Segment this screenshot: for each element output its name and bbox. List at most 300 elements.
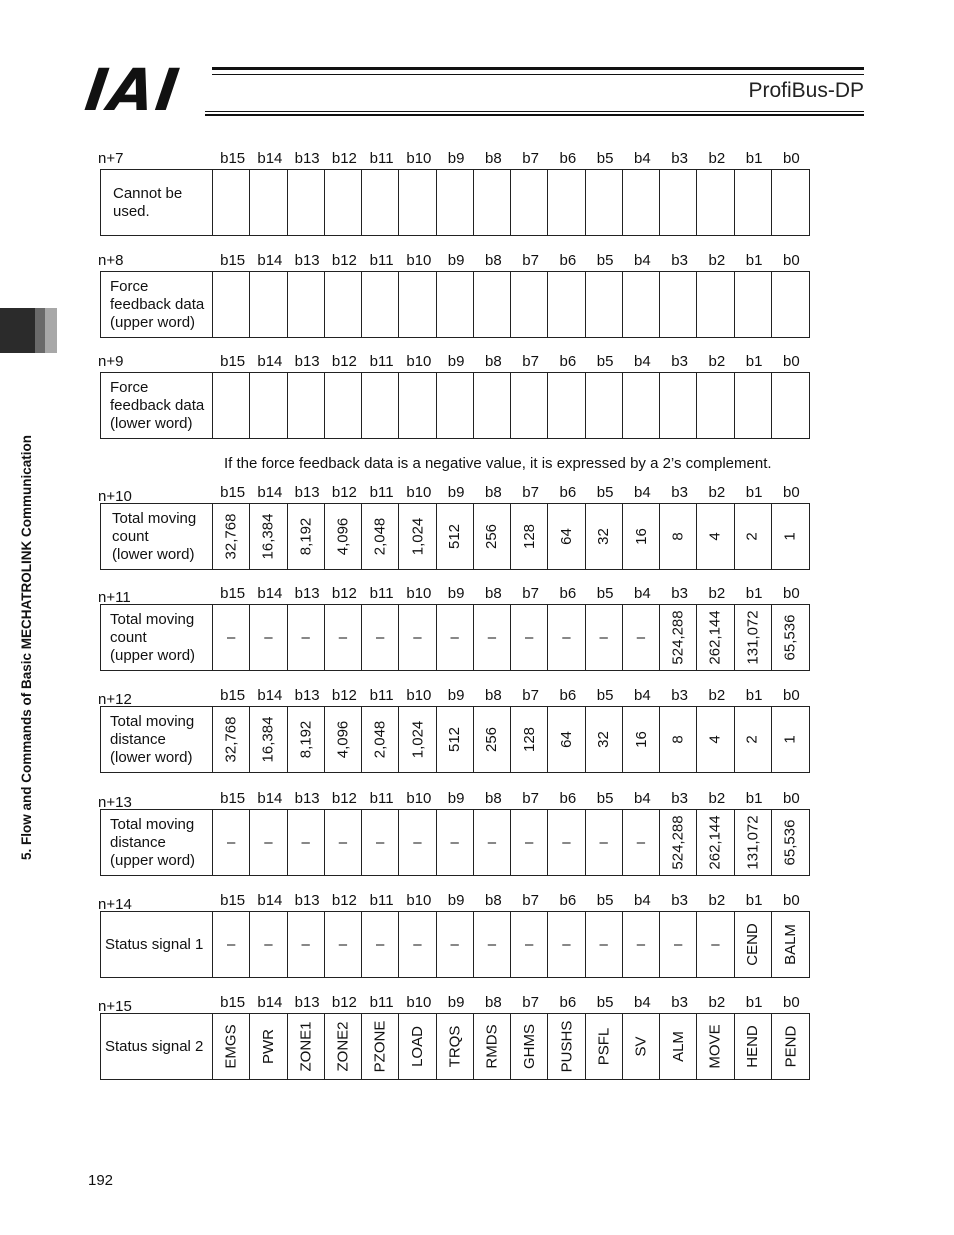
register-name: n+12 xyxy=(98,691,132,708)
bit-value: – xyxy=(338,834,348,851)
bit-label: b14 xyxy=(257,892,283,909)
bit-labels xyxy=(214,585,810,602)
bit-label: b1 xyxy=(745,353,763,370)
register-name: n+11 xyxy=(98,589,131,606)
bit-cell xyxy=(474,1014,511,1079)
bit-value: SV xyxy=(632,1036,650,1057)
bit-label: b5 xyxy=(596,994,614,1011)
bit-value: 128 xyxy=(520,726,538,753)
bit-label: b10 xyxy=(406,994,432,1011)
bit-label: b11 xyxy=(369,994,394,1011)
bit-cell xyxy=(288,1014,325,1079)
bit-label: b12 xyxy=(331,687,357,704)
bit-value: – xyxy=(562,834,571,851)
bit-cell xyxy=(511,912,548,977)
chapter-tab-marker xyxy=(45,308,57,353)
bit-label: b4 xyxy=(634,790,651,807)
bit-label: b15 xyxy=(220,585,246,602)
bit-value: – xyxy=(375,629,385,646)
bit-value: 1,024 xyxy=(408,517,426,556)
bit-label: b7 xyxy=(522,484,539,501)
bit-cell xyxy=(288,810,325,875)
bit-label: b10 xyxy=(406,150,432,167)
bit-value: – xyxy=(226,834,236,851)
register-header xyxy=(98,252,810,272)
bit-cell xyxy=(586,373,623,438)
bit-value: 16 xyxy=(632,731,650,748)
bit-value: 512 xyxy=(446,726,464,753)
register-name: n+9 xyxy=(98,353,124,370)
bit-cell xyxy=(586,912,623,977)
bit-value: 524,288 xyxy=(669,610,687,665)
bit-label: b4 xyxy=(634,892,651,909)
bit-cell xyxy=(548,272,585,337)
bit-cell xyxy=(213,912,250,977)
chapter-title: 5. Flow and Commands of Basic MECHATROLINK Communication xyxy=(19,434,34,860)
bit-label: b10 xyxy=(406,252,432,269)
bit-cell xyxy=(772,605,809,670)
register-block xyxy=(98,252,810,331)
bit-label: b6 xyxy=(559,353,577,370)
header-rule xyxy=(205,111,864,112)
bit-cell xyxy=(772,912,809,977)
bit-cell xyxy=(362,272,399,337)
bit-cell xyxy=(623,707,660,772)
header-rule xyxy=(212,67,864,70)
bit-cell xyxy=(325,707,362,772)
bit-label: b11 xyxy=(369,252,394,269)
bit-label: b11 xyxy=(369,687,394,704)
register-table xyxy=(100,169,810,236)
bit-label: b13 xyxy=(294,994,320,1011)
bit-cell xyxy=(250,504,287,569)
bit-label: b10 xyxy=(406,353,432,370)
bit-cell xyxy=(586,504,623,569)
register-name: n+10 xyxy=(98,488,132,505)
bit-cell xyxy=(399,504,436,569)
bit-cell xyxy=(437,912,474,977)
header-title: ProfiBus-DP xyxy=(748,79,864,102)
register-header xyxy=(98,585,810,605)
bit-value: – xyxy=(450,936,459,953)
register-name: n+15 xyxy=(98,998,132,1015)
register-table xyxy=(100,271,810,338)
bit-cell xyxy=(399,810,436,875)
register-description: Total moving count (upper word) xyxy=(101,605,213,670)
bit-cell xyxy=(213,170,250,235)
register-name: n+8 xyxy=(98,252,124,269)
bit-cell xyxy=(586,272,623,337)
bit-cell xyxy=(437,605,474,670)
bit-value: LOAD xyxy=(408,1026,426,1067)
register-block xyxy=(98,790,810,870)
bit-cell xyxy=(325,1014,362,1079)
bit-label: b13 xyxy=(294,585,320,602)
bit-label: b9 xyxy=(447,252,465,269)
bit-label: b7 xyxy=(522,252,539,269)
header-rule xyxy=(205,114,864,116)
register-description: Cannot be used. xyxy=(101,170,213,235)
bit-cell xyxy=(325,605,362,670)
bit-label: b1 xyxy=(745,150,763,167)
bit-cell xyxy=(288,373,325,438)
bit-label: b5 xyxy=(596,484,614,501)
bit-cell xyxy=(548,912,585,977)
bit-label: b3 xyxy=(671,353,688,370)
bit-cell xyxy=(660,810,697,875)
bit-cell xyxy=(437,170,474,235)
bit-cell xyxy=(288,504,325,569)
bit-label: b5 xyxy=(596,252,614,269)
bit-cell xyxy=(735,373,772,438)
bit-label: b10 xyxy=(406,892,432,909)
bit-label: b7 xyxy=(522,892,539,909)
bit-cell xyxy=(548,170,585,235)
chapter-tab-marker xyxy=(35,308,45,353)
bit-cell xyxy=(772,504,809,569)
register-name: n+7 xyxy=(98,150,124,167)
bit-value: 32 xyxy=(595,731,613,748)
bit-cell xyxy=(288,912,325,977)
bit-cell xyxy=(660,1014,697,1079)
bit-value: – xyxy=(301,936,310,953)
bit-label: b8 xyxy=(485,790,502,807)
bit-label: b6 xyxy=(559,585,577,602)
bit-label: b15 xyxy=(220,687,246,704)
bit-labels xyxy=(214,790,810,807)
bit-label: b14 xyxy=(257,150,283,167)
bit-label: b2 xyxy=(708,585,726,602)
bit-cell xyxy=(697,170,734,235)
bit-value: 2 xyxy=(744,532,762,541)
bit-labels xyxy=(214,687,810,704)
bit-label: b9 xyxy=(447,484,465,501)
bit-value: – xyxy=(301,629,310,646)
bit-cell xyxy=(399,272,436,337)
bit-cell xyxy=(288,605,325,670)
bit-cell xyxy=(697,707,734,772)
bit-cell xyxy=(548,605,585,670)
bit-cell xyxy=(586,707,623,772)
bit-label: b3 xyxy=(671,585,688,602)
bit-value: 1 xyxy=(781,735,799,744)
register-header xyxy=(98,892,810,912)
bit-value: 32,768 xyxy=(222,716,240,763)
register-block xyxy=(98,484,810,563)
bit-label: b8 xyxy=(485,585,502,602)
bit-value: 128 xyxy=(520,523,538,550)
bit-label: b4 xyxy=(634,994,651,1011)
bit-value: – xyxy=(301,834,310,851)
bit-label: b11 xyxy=(369,892,394,909)
bit-cell xyxy=(697,810,734,875)
bit-label: b4 xyxy=(634,252,651,269)
bit-cell xyxy=(288,170,325,235)
bit-cell xyxy=(772,1014,809,1079)
bit-value: – xyxy=(524,834,534,851)
bit-labels xyxy=(214,150,810,167)
register-description: Status signal 2 xyxy=(101,1014,213,1079)
bit-cell xyxy=(213,272,250,337)
bit-value: EMGS xyxy=(222,1024,240,1069)
bit-cell xyxy=(548,373,585,438)
bit-label: b10 xyxy=(406,687,432,704)
bit-label: b13 xyxy=(294,790,320,807)
bit-value: 524,288 xyxy=(669,815,687,870)
register-description: Total moving distance (lower word) xyxy=(101,707,213,772)
bit-label: b4 xyxy=(634,353,651,370)
register-header xyxy=(98,353,810,373)
bit-label: b7 xyxy=(522,790,539,807)
register-header xyxy=(98,790,810,810)
bit-cell xyxy=(250,1014,287,1079)
bit-label: b8 xyxy=(485,484,502,501)
bit-cell xyxy=(735,912,772,977)
bit-cell xyxy=(735,504,772,569)
bit-label: b0 xyxy=(783,994,800,1011)
bit-label: b13 xyxy=(294,892,320,909)
bit-cell xyxy=(250,810,287,875)
bit-value: GHMS xyxy=(520,1024,538,1069)
bit-cell xyxy=(548,1014,585,1079)
bit-label: b13 xyxy=(294,252,320,269)
chapter-tab-marker xyxy=(0,308,35,353)
bit-value: – xyxy=(450,834,459,851)
bit-cell xyxy=(772,272,809,337)
register-description: Status signal 1 xyxy=(101,912,213,977)
bit-cell xyxy=(548,810,585,875)
bit-label: b2 xyxy=(708,252,726,269)
register-block xyxy=(98,687,810,766)
bit-label: b13 xyxy=(294,150,320,167)
bit-value: MOVE xyxy=(706,1024,724,1069)
bit-label: b15 xyxy=(220,353,246,370)
bit-label: b6 xyxy=(559,994,577,1011)
page-number: 192 xyxy=(88,1172,114,1189)
bit-cell xyxy=(437,373,474,438)
bit-cell xyxy=(437,810,474,875)
bit-label: b12 xyxy=(331,353,357,370)
bit-label: b3 xyxy=(671,994,688,1011)
bit-value: 262,144 xyxy=(706,815,724,870)
bit-value: 64 xyxy=(557,731,575,748)
bit-value: – xyxy=(673,936,683,953)
bit-cell xyxy=(660,504,697,569)
bit-cell xyxy=(772,707,809,772)
bit-label: b2 xyxy=(708,484,726,501)
bit-label: b12 xyxy=(331,994,357,1011)
bit-cell xyxy=(288,272,325,337)
register-table xyxy=(100,372,810,439)
bit-value: – xyxy=(562,629,571,646)
bit-cell xyxy=(772,170,809,235)
bit-value: ZONE2 xyxy=(334,1021,352,1072)
bit-label: b8 xyxy=(485,994,502,1011)
bit-value: – xyxy=(264,936,273,953)
bit-label: b11 xyxy=(369,484,394,501)
bit-value: 2 xyxy=(744,735,762,744)
register-header xyxy=(98,484,810,504)
bit-labels xyxy=(214,484,810,501)
bit-label: b9 xyxy=(447,150,465,167)
bit-value: 32,768 xyxy=(222,513,240,560)
register-table xyxy=(100,706,810,773)
bit-cell xyxy=(399,912,436,977)
bit-cell xyxy=(474,170,511,235)
bit-label: b0 xyxy=(783,687,800,704)
bit-cell xyxy=(437,272,474,337)
bit-label: b8 xyxy=(485,252,502,269)
bit-value: – xyxy=(524,629,534,646)
bit-value: – xyxy=(487,834,497,851)
bit-cell xyxy=(697,1014,734,1079)
bit-label: b7 xyxy=(522,687,539,704)
register-description: Force feedback data (upper word) xyxy=(101,272,213,337)
bit-cell xyxy=(213,1014,250,1079)
bit-value: – xyxy=(264,834,273,851)
bit-value: 8 xyxy=(669,735,687,744)
bit-value: RMDS xyxy=(483,1024,501,1069)
register-table xyxy=(100,911,810,978)
bit-label: b7 xyxy=(522,585,539,602)
bit-label: b9 xyxy=(447,790,465,807)
bit-label: b6 xyxy=(559,892,577,909)
bit-cell xyxy=(362,912,399,977)
bit-value: TRQS xyxy=(446,1025,464,1068)
bit-label: b8 xyxy=(485,353,502,370)
negative-value-note: If the force feedback data is a negative value, it is expressed by a 2’s complement. xyxy=(224,455,772,472)
bit-label: b14 xyxy=(257,790,283,807)
bit-value: – xyxy=(599,834,608,851)
bit-value: 4 xyxy=(706,735,724,744)
bit-label: b14 xyxy=(257,484,283,501)
bit-cell xyxy=(362,170,399,235)
bit-value: – xyxy=(375,834,385,851)
bit-label: b5 xyxy=(596,687,614,704)
bit-cell xyxy=(623,605,660,670)
bit-label: b9 xyxy=(447,687,465,704)
bit-cell xyxy=(362,707,399,772)
bit-label: b8 xyxy=(485,892,502,909)
bit-label: b2 xyxy=(708,150,726,167)
bit-value: – xyxy=(338,629,348,646)
register-block xyxy=(98,585,810,665)
bit-value: 4 xyxy=(706,532,724,541)
bit-value: – xyxy=(375,936,385,953)
header-rule xyxy=(212,74,864,75)
bit-value: 256 xyxy=(483,726,501,753)
bit-value: – xyxy=(524,936,534,953)
bit-value: – xyxy=(599,629,608,646)
bit-label: b15 xyxy=(220,790,246,807)
bit-cell xyxy=(623,373,660,438)
bit-label: b9 xyxy=(447,353,465,370)
bit-cell xyxy=(250,170,287,235)
bit-label: b10 xyxy=(406,790,432,807)
bit-cell xyxy=(474,605,511,670)
bit-label: b4 xyxy=(634,687,651,704)
bit-labels xyxy=(214,353,810,370)
register-name: n+13 xyxy=(98,794,132,811)
bit-cell xyxy=(511,373,548,438)
bit-value: 131,072 xyxy=(744,610,762,665)
bit-label: b13 xyxy=(294,353,320,370)
bit-label: b12 xyxy=(331,790,357,807)
bit-label: b15 xyxy=(220,150,246,167)
bit-label: b2 xyxy=(708,687,726,704)
register-block xyxy=(98,353,810,432)
bit-value: PSFL xyxy=(595,1027,613,1066)
bit-cell xyxy=(623,912,660,977)
bit-value: – xyxy=(636,936,646,953)
bit-cell xyxy=(511,707,548,772)
register-block xyxy=(98,150,810,220)
bit-label: b3 xyxy=(671,687,688,704)
bit-label: b2 xyxy=(708,790,726,807)
bit-value: – xyxy=(413,834,422,851)
bit-cell xyxy=(697,272,734,337)
bit-label: b5 xyxy=(596,353,614,370)
bit-cell xyxy=(213,504,250,569)
bit-cell xyxy=(660,707,697,772)
bit-label: b0 xyxy=(783,150,800,167)
bit-cell xyxy=(511,1014,548,1079)
bit-cell xyxy=(511,272,548,337)
bit-cell xyxy=(660,272,697,337)
bit-cell xyxy=(623,1014,660,1079)
bit-label: b0 xyxy=(783,353,800,370)
bit-label: b1 xyxy=(745,994,763,1011)
bit-label: b14 xyxy=(257,252,283,269)
bit-label: b12 xyxy=(331,585,357,602)
bit-label: b9 xyxy=(447,994,465,1011)
bit-value: 256 xyxy=(483,523,501,550)
bit-cell xyxy=(586,170,623,235)
bit-cell xyxy=(697,373,734,438)
bit-cell xyxy=(325,373,362,438)
bit-cell xyxy=(474,373,511,438)
register-header xyxy=(98,150,810,170)
bit-value: – xyxy=(487,936,497,953)
bit-cell xyxy=(213,373,250,438)
bit-cell xyxy=(325,504,362,569)
bit-label: b5 xyxy=(596,892,614,909)
bit-label: b3 xyxy=(671,484,688,501)
bit-value: 16,384 xyxy=(259,716,277,763)
bit-cell xyxy=(735,707,772,772)
bit-cell xyxy=(250,605,287,670)
bit-label: b4 xyxy=(634,484,651,501)
bit-label: b6 xyxy=(559,790,577,807)
bit-value: 32 xyxy=(595,528,613,545)
bit-cell xyxy=(399,1014,436,1079)
bit-label: b1 xyxy=(745,790,763,807)
bit-label: b15 xyxy=(220,484,246,501)
bit-cell xyxy=(213,605,250,670)
bit-label: b7 xyxy=(522,994,539,1011)
bit-value: CEND xyxy=(744,923,762,966)
bit-label: b0 xyxy=(783,252,800,269)
bit-value: – xyxy=(226,629,236,646)
bit-labels xyxy=(214,994,810,1011)
bit-cell xyxy=(735,605,772,670)
bit-label: b8 xyxy=(485,150,502,167)
bit-value: 1,024 xyxy=(408,720,426,759)
bit-label: b0 xyxy=(783,484,800,501)
bit-value: 4,096 xyxy=(334,517,352,556)
register-header xyxy=(98,687,810,707)
bit-label: b5 xyxy=(596,585,614,602)
